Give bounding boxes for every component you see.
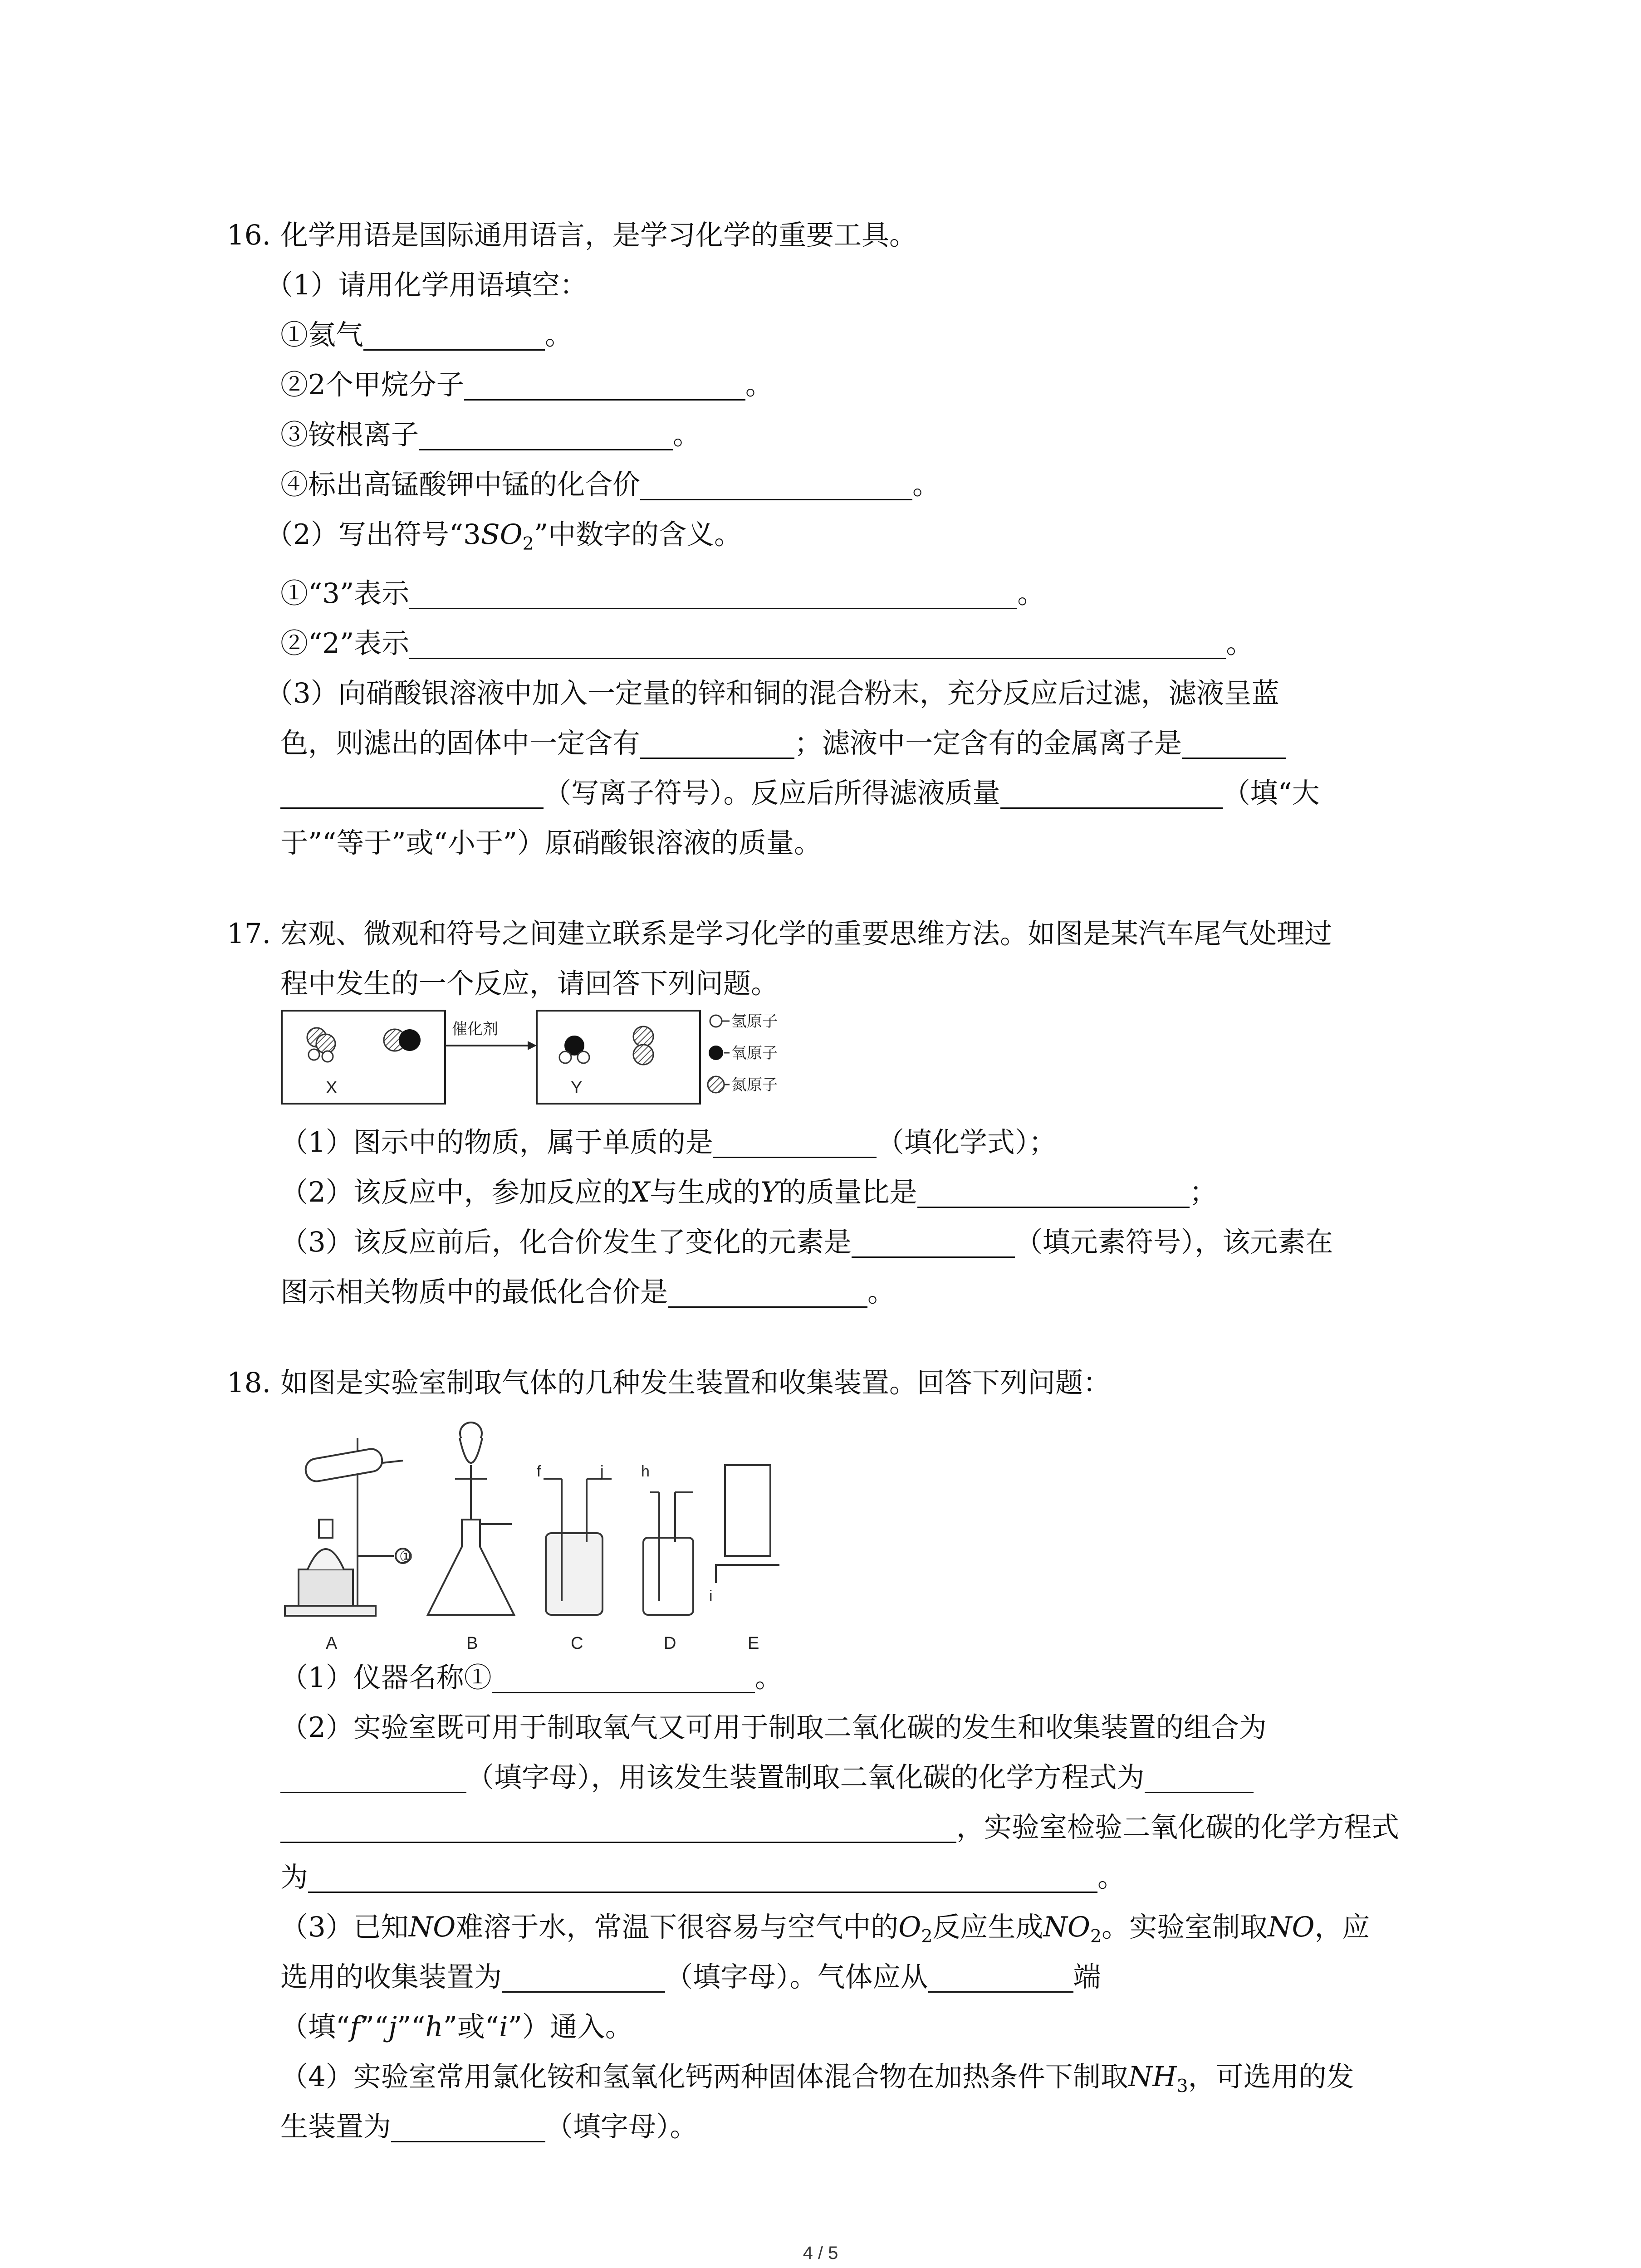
box-x — [282, 1011, 445, 1104]
apparatus-a — [285, 1438, 410, 1616]
q16-part1: （1）请用化学用语填空： — [265, 269, 588, 301]
apparatus-b — [428, 1422, 514, 1615]
port-j: j — [600, 1463, 604, 1480]
label-x: X — [326, 1078, 338, 1097]
apparatus-c — [544, 1479, 612, 1615]
q16-meaning-2: ②“2”表示 。 — [280, 627, 1254, 660]
q16-item-ammonium: ③铵根离子 。 — [280, 419, 701, 451]
apparatus-diagram — [280, 1411, 816, 1656]
q16-item-methane: ②2个甲烷分子 。 — [280, 369, 773, 401]
q17-part3-line2: 图示相关物质中的最低化合价是 。 — [280, 1276, 896, 1308]
q18-part1: （1）仪器名称① 。 — [280, 1662, 783, 1694]
legend-nitrogen: 氮原子 — [731, 1076, 778, 1094]
answer-blank[interactable] — [409, 581, 1017, 609]
q18-part4-line1: （4）实验室常用氯化铵和氢氧化钙两种固体混合物在加热条件下制取$NH_3$，可选用的发 — [280, 2061, 1354, 2097]
legend-oxygen: 氧原子 — [731, 1045, 778, 1062]
port-i: i — [709, 1588, 713, 1605]
answer-blank[interactable] — [280, 780, 544, 809]
hydrogen-atom-icon — [710, 1015, 722, 1027]
page-number: 4 / 5 — [803, 2243, 838, 2263]
q18-part2-line3: ，实验室检验二氧化碳的化学方程式 — [280, 1810, 1399, 1845]
q18-part2-line4: 为 。 — [280, 1861, 1126, 1893]
answer-blank[interactable] — [464, 372, 745, 401]
q16-part3-line3: （写离子符号）。反应后所得滤液质量 （填“大 — [280, 776, 1320, 811]
q17-stem-line1: 17. 宏观、微观和符号之间建立联系是学习化学的重要思维方法。如图是某汽车尾气处理过 — [227, 918, 1332, 950]
label-y: Y — [571, 1078, 583, 1097]
q18-stem: 18. 如图是实验室制取气体的几种发生装置和收集装置。回答下列问题： — [227, 1367, 1111, 1399]
legend — [708, 1013, 778, 1094]
answer-blank[interactable] — [852, 1229, 1015, 1258]
molecule-no — [384, 1029, 421, 1051]
q17-part3-line1: （3）该反应前后，化合价发生了变化的元素是 （填元素符号），该元素在 — [280, 1226, 1333, 1258]
port-h: h — [641, 1463, 650, 1480]
q16-part2: （2）写出符号“$3SO_2$”中数字的含义。 — [265, 518, 742, 555]
answer-blank[interactable] — [502, 1964, 665, 1993]
answer-blank[interactable] — [419, 422, 673, 450]
answer-blank[interactable] — [640, 730, 794, 759]
answer-blank[interactable] — [391, 2114, 545, 2142]
answer-blank[interactable] — [1182, 730, 1286, 759]
q18-part3-line2: 选用的收集装置为 （填字母）。气体应从 端 — [280, 1961, 1101, 1993]
catalyst-label: 催化剂 — [452, 1021, 498, 1038]
q16-part3-line1: （3）向硝酸银溶液中加入一定量的锌和铜的混合粉末，充分反应后过滤，滤液呈蓝 — [265, 677, 1279, 709]
q17-stem-line2: 程中发生的一个反应，请回答下列问题。 — [280, 968, 779, 1000]
label-c: C — [571, 1634, 583, 1653]
label-b: B — [466, 1634, 478, 1653]
answer-blank[interactable] — [280, 1765, 466, 1793]
answer-blank[interactable] — [280, 1814, 956, 1843]
q16-item-helium: ①氦气 。 — [280, 319, 573, 351]
q16-item-valence: ④标出高锰酸钾中锰的化合价 。 — [280, 469, 941, 501]
label-d: D — [664, 1634, 676, 1653]
answer-blank[interactable] — [668, 1279, 867, 1308]
answer-blank[interactable] — [409, 631, 1226, 659]
q18-part4-line2: 生装置为 （填字母）。 — [280, 2111, 698, 2143]
label-e: E — [748, 1634, 759, 1653]
reaction-diagram — [280, 1009, 870, 1109]
answer-blank[interactable] — [363, 322, 545, 351]
q17-part2: （2）该反应中，参加反应的X与生成的Y的质量比是 ； — [280, 1176, 1217, 1208]
q16-stem: 16. 化学用语是国际通用语言，是学习化学的重要工具。 — [227, 219, 917, 251]
apparatus-e — [716, 1465, 779, 1583]
q18-part3-line3: （填“f”“j”“h”或“i”）通入。 — [280, 2011, 633, 2043]
port-f: f — [537, 1463, 541, 1480]
q18-part3-line1: （3）已知NO难溶于水，常温下很容易与空气中的$O_2$反应生成$NO_2$。实验室制取NO，应 — [280, 1911, 1370, 1947]
marker-1: ① — [399, 1548, 413, 1565]
oxygen-atom-icon — [709, 1046, 723, 1060]
apparatus-d — [643, 1492, 693, 1615]
answer-blank[interactable] — [640, 472, 912, 500]
answer-blank[interactable] — [917, 1179, 1190, 1208]
q18-part2-line2: （填字母），用该发生装置制取二氧化碳的化学方程式为 — [280, 1760, 1254, 1795]
nitrogen-atom-icon — [708, 1076, 724, 1093]
answer-blank[interactable] — [928, 1964, 1073, 1993]
answer-blank[interactable] — [308, 1864, 1097, 1893]
answer-blank[interactable] — [1000, 780, 1223, 809]
q16-meaning-3: ①“3”表示 。 — [280, 577, 1045, 610]
q16-part3-line2: 色，则滤出的固体中一定含有 ；滤液中一定含有的金属离子是 — [280, 726, 1286, 761]
label-a: A — [326, 1634, 338, 1653]
answer-blank[interactable] — [492, 1665, 755, 1693]
q17-part1: （1）图示中的物质，属于单质的是 （填化学式）； — [280, 1126, 1057, 1158]
legend-hydrogen: 氢原子 — [731, 1013, 778, 1030]
q16-part3-line4: 于”“等于”或“小于”）原硝酸银溶液的质量。 — [280, 827, 822, 859]
arrow-head-icon — [528, 1041, 537, 1050]
q18-part2-line1: （2）实验室既可用于制取氧气又可用于制取二氧化碳的发生和收集装置的组合为 — [280, 1711, 1267, 1744]
answer-blank[interactable] — [713, 1129, 877, 1158]
answer-blank[interactable] — [1145, 1765, 1254, 1793]
